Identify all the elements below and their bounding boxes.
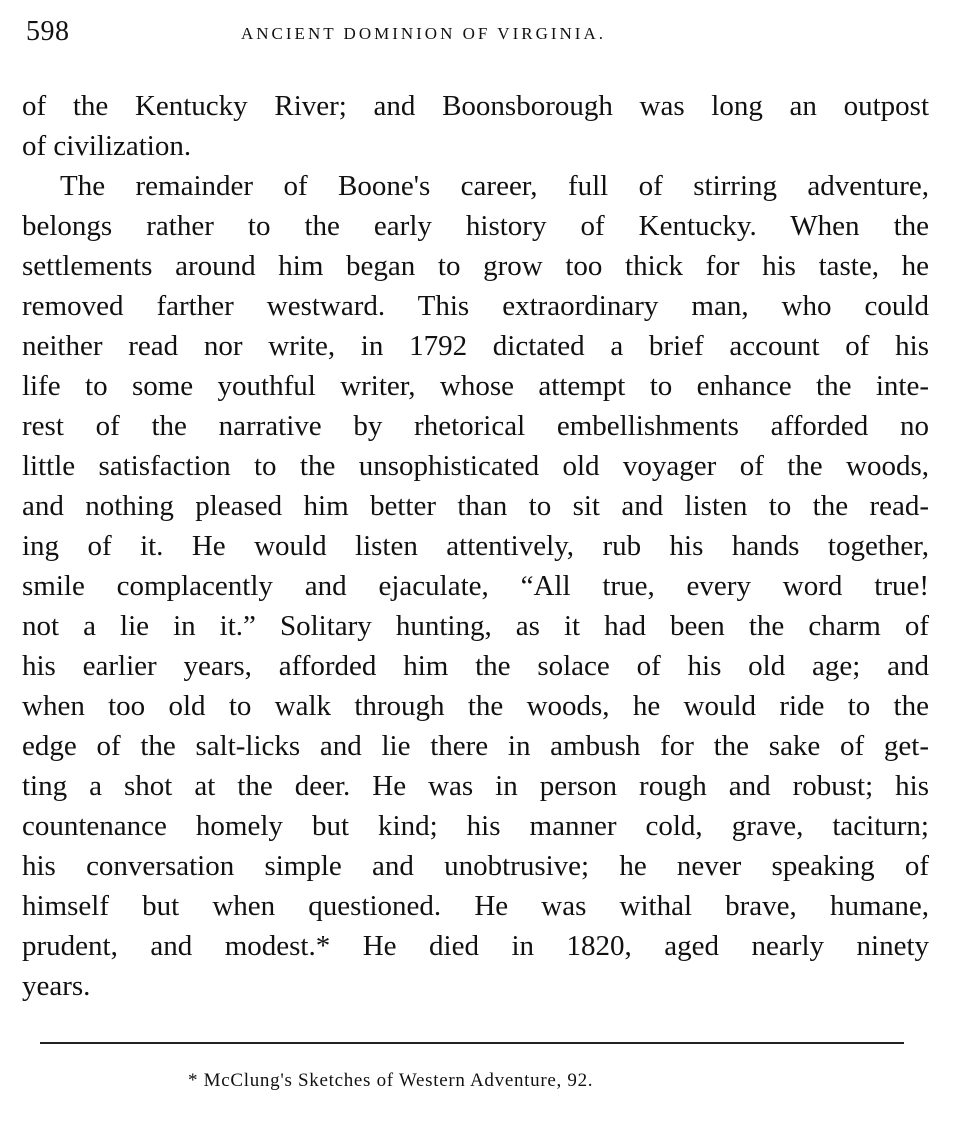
text-line: his conversation simple and unobtrusive; he never speaking of [22, 850, 929, 882]
text-line: years. [22, 970, 91, 1002]
text-line: smile complacently and ejaculate, “All true, every word true! [22, 570, 929, 602]
page-number: 598 [26, 16, 70, 47]
footnote-rule [40, 1042, 904, 1044]
text-line: The remainder of Boone's career, full of stirring adventure, [60, 170, 929, 202]
text-line: of the Kentucky River; and Boonsborough was long an outpost [22, 90, 929, 122]
text-line: ting a shot at the deer. He was in person rough and robust; his [22, 770, 929, 802]
text-line: little satisfaction to the unsophisticated old voyager of the woods, [22, 450, 929, 482]
text-line: prudent, and modest.* He died in 1820, aged nearly ninety [22, 930, 929, 962]
text-line: and nothing pleased him better than to sit and listen to the read- [22, 490, 929, 522]
text-line: neither read nor write, in 1792 dictated a brief account of his [22, 330, 929, 362]
text-line: himself but when questioned. He was withal brave, humane, [22, 890, 929, 922]
footnote: * McClung's Sketches of Western Adventure, 92. [188, 1070, 594, 1091]
text-line: belongs rather to the early history of Kentucky. When the [22, 210, 929, 242]
text-line: not a lie in it.” Solitary hunting, as it had been the charm of [22, 610, 929, 642]
text-line: removed farther westward. This extraordinary man, who could [22, 290, 929, 322]
text-line: of civilization. [22, 130, 192, 162]
text-line: countenance homely but kind; his manner cold, grave, taciturn; [22, 810, 929, 842]
text-line: his earlier years, afforded him the solace of his old age; and [22, 650, 929, 682]
running-head: ANCIENT DOMINION OF VIRGINIA. [241, 24, 606, 43]
text-line: settlements around him began to grow too thick for his taste, he [22, 250, 929, 282]
text-line: when too old to walk through the woods, he would ride to the [22, 690, 929, 722]
text-line: edge of the salt-licks and lie there in ambush for the sake of get- [22, 730, 929, 762]
page-header [26, 14, 931, 54]
text-line: rest of the narrative by rhetorical embellishments afforded no [22, 410, 929, 442]
text-line: life to some youthful writer, whose attempt to enhance the inte- [22, 370, 929, 402]
text-line: ing of it. He would listen attentively, rub his hands together, [22, 530, 929, 562]
